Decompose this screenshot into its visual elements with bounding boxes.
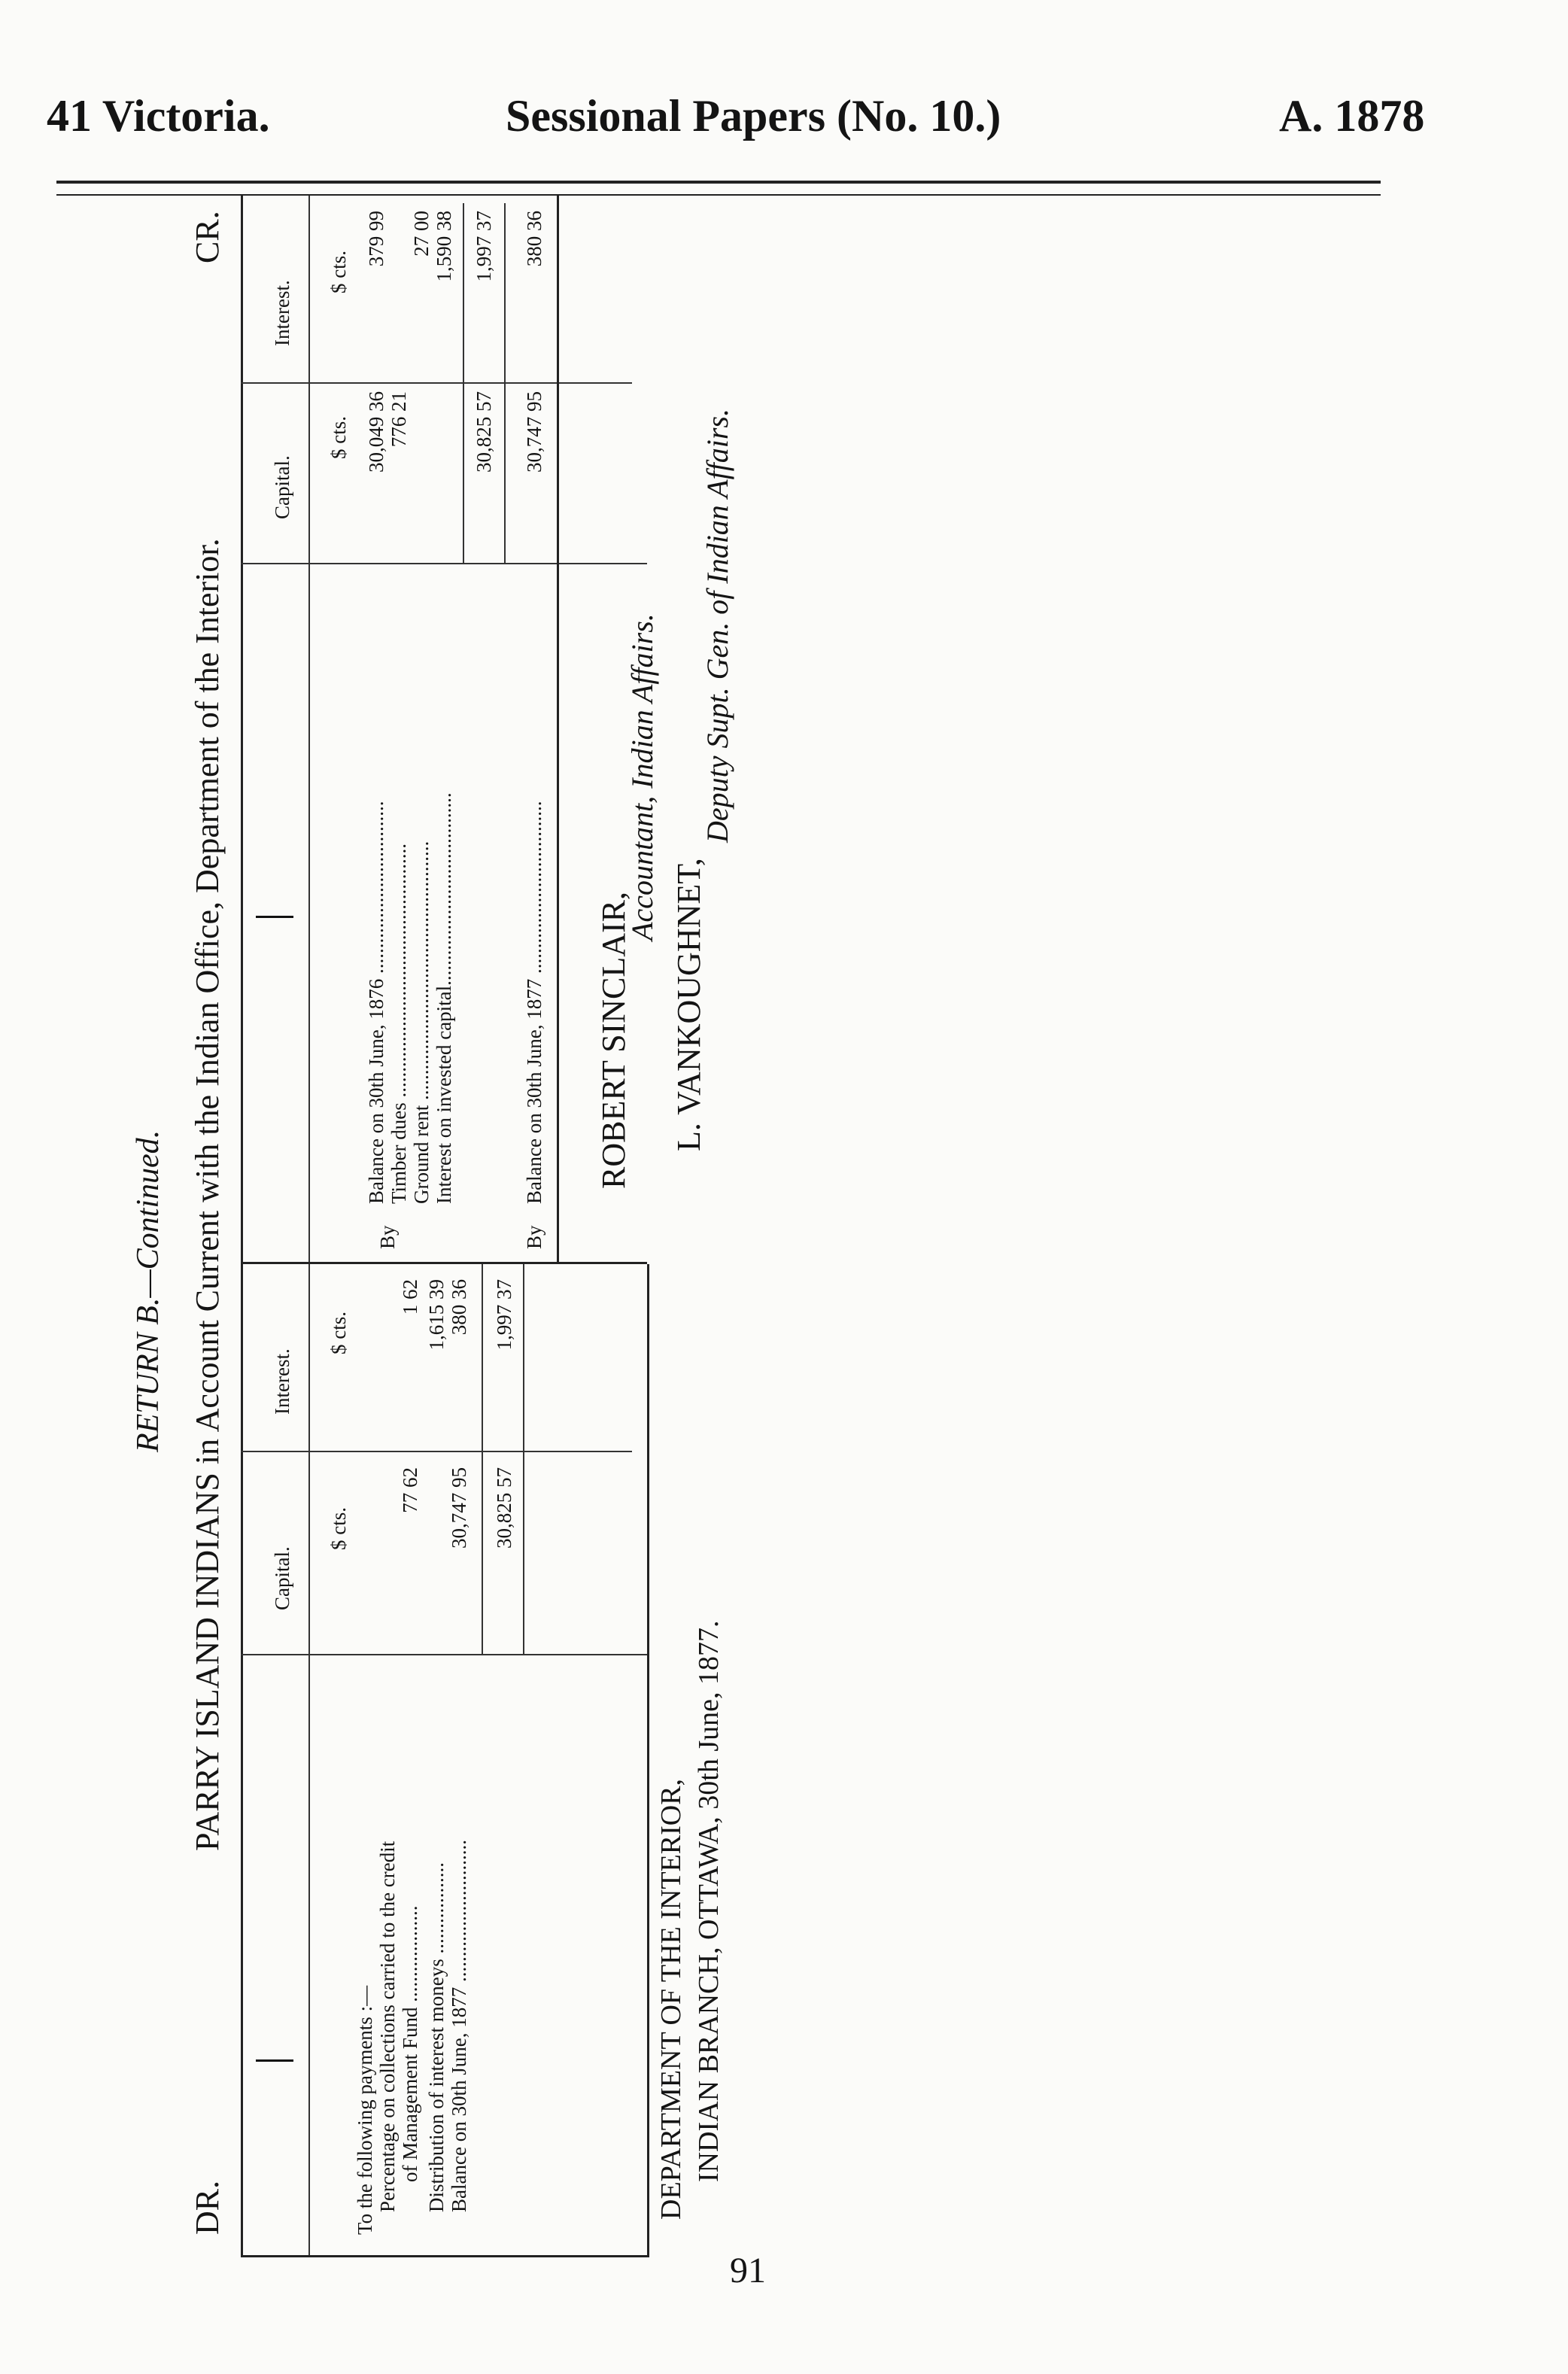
- debit-bottom-rule: [647, 1264, 649, 2257]
- table-left-rule: [241, 2255, 647, 2257]
- header-session: 41 Victoria.: [47, 91, 270, 141]
- page-number: 91: [730, 2251, 766, 2290]
- table-header-rule: [308, 196, 310, 2257]
- credit-capital-units: $ cts.: [327, 416, 350, 459]
- credit-capital-divider: [241, 563, 647, 564]
- credit-total-underline: [504, 203, 506, 564]
- credit-line: Interest on invested capital......................................: [433, 792, 455, 1204]
- table-top-rule: [241, 196, 243, 2257]
- debit-total-interest: 1,997 37: [493, 1279, 515, 1351]
- credit-by: By: [376, 1225, 399, 1249]
- debit-desc-dash: [256, 2059, 293, 2062]
- account-title: PARRY ISLAND INDIANS in Account Current with the Indian Office, Department of the Interior.: [189, 538, 226, 1851]
- credit-line: Balance on 30th June, 1876 ..................................: [365, 801, 387, 1204]
- debit-interest-units: $ cts.: [327, 1312, 350, 1354]
- debit-interest-cell: 1,615 39: [425, 1279, 448, 1351]
- credit-closing-interest: 380 36: [523, 211, 545, 267]
- credit-interest-divider: [241, 382, 632, 384]
- debit-line: Percentage on collections carried to the credit: [376, 1841, 399, 2212]
- credit-capital-cell: 776 21: [387, 391, 410, 448]
- credit-interest-cell: 379 99: [365, 211, 387, 267]
- header-year: A. 1878: [1279, 91, 1425, 141]
- return-title: RETURN B.—Continued.: [131, 1129, 166, 1452]
- debit-interest-cell: 380 36: [448, 1279, 470, 1336]
- header-title: Sessional Papers (No. 10.): [506, 91, 1001, 141]
- credit-total-capital: 30,825 57: [473, 391, 495, 473]
- footer-department: DEPARTMENT OF THE INTERIOR,: [655, 1778, 687, 2220]
- debit-line: Distribution of interest moneys ..................: [425, 1862, 448, 2212]
- debit-capital-cell: 77 62: [399, 1467, 421, 1513]
- credit-closing-by: By: [523, 1225, 545, 1249]
- footer-branch-date: INDIAN BRANCH, OTTAWA, 30th June, 1877.: [693, 1620, 725, 2182]
- signature-title: Deputy Supt. Gen. of Indian Affairs.: [700, 409, 734, 843]
- debit-line: of Management Fund ...................: [399, 1905, 421, 2182]
- center-divider: [241, 1262, 647, 1264]
- credit-capital-header: Capital.: [271, 455, 293, 519]
- debit-total-underline: [523, 1264, 524, 1655]
- signature-name: ROBERT SINCLAIR,: [595, 891, 632, 1189]
- debit-interest-divider: [241, 1451, 632, 1452]
- debit-interest-header: Interest.: [271, 1348, 293, 1415]
- debit-interest-cell: 1 62: [399, 1279, 421, 1315]
- signature-name: L. VANKOUGHNET,: [670, 858, 707, 1151]
- credit-interest-header: Interest.: [271, 280, 293, 346]
- cr-label: CR.: [189, 211, 226, 263]
- credit-interest-units: $ cts.: [327, 251, 350, 293]
- debit-total-rule: [482, 1264, 483, 1655]
- credit-interest-cell: 27 00: [410, 211, 433, 257]
- credit-total-interest: 1,997 37: [473, 211, 495, 282]
- rotated-account-table: [128, 98, 745, 2257]
- signature-title: Accountant, Indian Affairs.: [625, 613, 659, 941]
- credit-bottom-rule: [557, 196, 559, 1264]
- debit-capital-units: $ cts.: [327, 1507, 350, 1550]
- credit-interest-cell: 1,590 38: [433, 211, 455, 282]
- debit-line: Balance on 30th June, 1877 ............................: [448, 1840, 470, 2212]
- debit-capital-header: Capital.: [271, 1546, 293, 1610]
- debit-line-intro: To the following payments :—: [354, 1985, 376, 2235]
- credit-closing-line: Balance on 30th June, 1877 ..................................: [523, 801, 545, 1204]
- debit-total-capital: 30,825 57: [493, 1467, 515, 1549]
- credit-line: Timber dues ..................................................: [387, 843, 410, 1204]
- credit-line: Ground rent ...................................................: [410, 840, 433, 1204]
- debit-capital-divider: [241, 1654, 647, 1655]
- credit-capital-cell: 30,049 36: [365, 391, 387, 473]
- credit-closing-capital: 30,747 95: [523, 391, 545, 473]
- debit-capital-cell: 30,747 95: [448, 1467, 470, 1549]
- credit-total-rule: [463, 203, 464, 564]
- credit-desc-dash: [256, 916, 293, 918]
- dr-label: DR.: [189, 2180, 226, 2235]
